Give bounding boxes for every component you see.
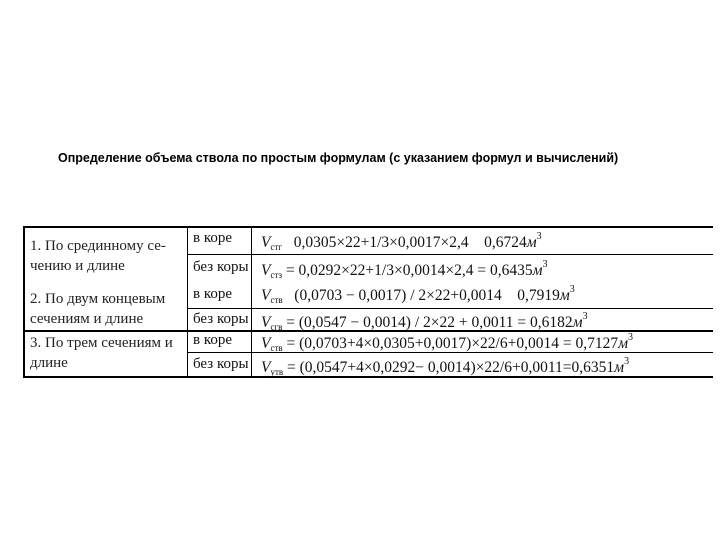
method-label-line: 1. По срединному се-	[30, 238, 166, 254]
subscript: стз	[270, 270, 283, 280]
bark-label: без коры	[193, 356, 249, 372]
col-divider	[251, 226, 252, 377]
subscript: ств	[270, 295, 283, 305]
exponent: 3	[624, 356, 630, 367]
variable: V	[261, 262, 271, 279]
expression: = (0,0547 − 0,0014) / 2×22 + 0,0011 = 0,6182	[282, 314, 573, 331]
variable: V	[261, 314, 271, 331]
formula-row	[261, 259, 547, 280]
exponent: 3	[542, 259, 548, 270]
unit: м	[618, 335, 629, 352]
unit: м	[532, 262, 543, 279]
expression: 0,0305×22+1/3×0,0017×2,4 0,6724	[282, 234, 527, 251]
unit: м	[526, 234, 537, 251]
variable: V	[261, 234, 271, 251]
expression: (0,0703 − 0,0017) / 2×22+0,0014 0,7919	[282, 287, 560, 304]
formula-row	[261, 332, 633, 353]
method-label-line: 3. По трем сечениям и	[30, 335, 173, 351]
expression: = (0,0703+4×0,0305+0,0017)×22/6+0,0014 = 0,7127	[282, 335, 619, 352]
exponent: 3	[569, 284, 575, 295]
variable: V	[261, 359, 271, 376]
expression: = 0,0292×22+1/3×0,0014×2,4 = 0,6435	[282, 262, 533, 279]
formula-row	[261, 284, 575, 305]
bark-label: в коре	[193, 332, 233, 348]
subscript: ств	[270, 343, 283, 353]
method-label-line: длине	[30, 355, 68, 371]
bark-label: в коре	[193, 230, 233, 246]
bark-label: без коры	[193, 311, 249, 327]
unit: м	[614, 359, 625, 376]
variable: V	[261, 335, 271, 352]
volume-table	[23, 226, 713, 376]
method-2-label	[30, 289, 165, 329]
variable: V	[261, 287, 271, 304]
row-divider	[187, 308, 713, 309]
subscript: утв	[270, 367, 284, 377]
exponent: 3	[536, 231, 542, 242]
row-divider	[187, 254, 713, 255]
exponent: 3	[582, 311, 588, 322]
table-border-top	[23, 226, 713, 228]
method-label-line: 2. По двум концевым	[30, 291, 166, 307]
subscript: сгв	[270, 322, 283, 332]
bark-label: в коре	[193, 286, 233, 302]
page-title: Определение объема ствола по простым формулам (с указанием формул и вычислений)	[58, 151, 619, 165]
exponent: 3	[628, 332, 634, 343]
method-label-line: чению и длине	[30, 258, 125, 274]
expression: = (0,0547+4×0,0292− 0,0014)×22/6+0,0011=0,6351	[283, 359, 615, 376]
unit: м	[559, 287, 570, 304]
method-label-line: сечениям и длине	[30, 311, 144, 327]
formula-row	[261, 356, 629, 377]
col-divider	[187, 226, 188, 377]
bark-label: без коры	[193, 259, 249, 275]
unit: м	[572, 314, 583, 331]
formula-row	[261, 311, 588, 332]
subscript: стг	[270, 242, 283, 252]
table-border-left	[23, 226, 25, 377]
formula-row	[261, 231, 542, 252]
method-3-label	[30, 333, 173, 373]
method-1-label	[30, 236, 166, 276]
